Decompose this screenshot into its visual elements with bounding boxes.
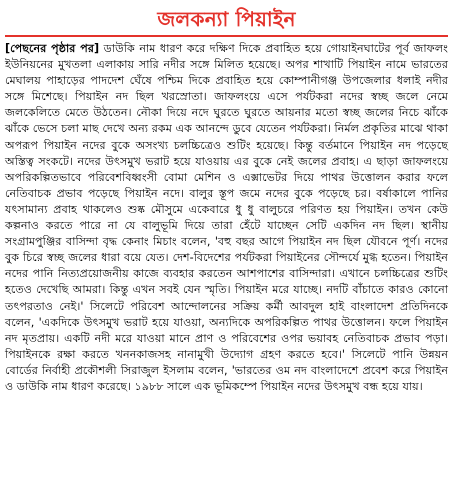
- article-body: [5, 41, 448, 395]
- article-headline: জলকন্যা পিয়াইন: [157, 7, 296, 31]
- continued-from-back-page-label: [পেছনের পৃষ্ঠার পর]: [5, 42, 100, 55]
- headline-wrapper: [5, 6, 448, 32]
- article-body-text: ডাউকি নাম ধারণ করে দক্ষিণ দিকে প্রবাহিত হয়ে গোয়াইনঘাটের পূর্ব জাফলং ইউনিয়নের মুখতলা এলাকায় সারি নদীর সঙ্গে মিলিত হয়েছে। অপর শাখাটি পিয়াইন নামে ভারতের মেঘালয় পাহাড়ের পাদদেশ ঘেঁষে পশ্চিম দিকে প্রবাহিত হয়ে কোম্পানীগঞ্জ উপজেলার ধলাই নদীর সঙ্গে মিশেছে। পিয়াইন নদ ছিল খরস্রোতা। জাফলংয়ে এসে পর্যটকরা নদের স্বচ্ছ জলে নেমে জলকেলিতে মেতে উঠতেন। নৌকা দিয়ে নদে ঘুরতে ঘুরতে আয়নার মতো স্বচ্ছ জলের নিচে ঝাঁকে ঝাঁকে ভেসে চলা মাছ দেখে অন্য রকম এক আনন্দে ডুবে যেতেন পর্যটকরা। নির্মল প্রকৃতির মাঝে থাকা অপরূপ পিয়াইন নদের বুকে অসংখ্য চলচ্চিত্রেও শুটিং হয়েছে। কিন্তু বর্তমানে পিয়াইন নদ পড়েছে অস্তিত্ব সংকটে। নদের উৎসমুখ ভরাট হয়ে যাওয়ায় এর বুকে নেই জলের প্রবাহ। এ ছাড়া জাফলংয়ে অপরিকল্পিতভাবে পরিবেশবিধ্বংসী বোমা মেশিন ও এক্সাভেটর দিয়ে পাথর উত্তোলন করার ফলে নেতিবাচক প্রভাব পড়েছে পিয়াইন নদে। বালুর স্তূপ জমে নদের বুকে পড়েছে চর। বর্ষাকালে পানির যৎসামান্য প্রবাহ থাকলেও শুষ্ক মৌসুমে একেবারে ধু ধু বালুচরে পরিণত হয় পিয়াইন। তখন কেউ কল্পনাও করতে পারে না যে বালুভূমি দিয়ে তারা হেঁটে যাচ্ছেন সেটি একদিন নদ ছিল। স্থানীয় সংগ্রামপুঞ্জির বাসিন্দা বৃদ্ধ কেনাং মিচাং বলেন, 'বহু বছর আগে পিয়াইন নদ ছিল যৌবনে পূর্ণ। নদের বুক চিরে স্বচ্ছ জলের ধারা বয়ে যেত। দেশ-বিদেশের পর্যটকরা পিয়াইনের সৌন্দর্যে মুগ্ধ হতেন। পিয়াইন নদের পানি নিত্যপ্রয়োজনীয় কাজে ব্যবহার করতেন আশপাশের বাসিন্দারা। এখানে চলচ্চিত্রের শুটিং হতেও দেখেছি আমরা। কিন্তু এখন সবই যেন স্মৃতি। পিয়াইন মরে যাচ্ছে। নদটি বাঁচাতে কারও কোনো তৎপরতাও নেই।' সিলেটে পরিবেশ আন্দোলনের সক্রিয় কর্মী আবদুল হাই বাংলাদেশ প্রতিদিনকে বলেন, 'একদিকে উৎসমুখ ভরাট হয়ে যাওয়া, অন্যদিকে অপরিকল্পিত পাথর উত্তোলন। ফলে পিয়াইন নদ মৃতপ্রায়। একটি নদী মরে যাওয়া মানে প্রাণ ও পরিবেশের ওপর ভয়াবহ নেতিবাচক প্রভাব পড়া। পিয়াইনকে রক্ষা করতে খননকাজসহ নানামুখী উদ্যোগ গ্রহণ করতে হবে।' সিলেটে পানি উন্নয়ন বোর্ডের নির্বাহী প্রকৌশলী সিরাজুল ইসলাম বলেন, 'ভারতের ওম নদ বাংলাদেশে প্রবেশ করে পিয়াইন ও ডাউকি নাম ধারণ করেছে। ১৯৮৮ সালে এক ভূমিকম্পে পিয়াইন নদের উৎসমুখ বন্ধ হয়ে যায়।: [5, 42, 448, 393]
- headline-divider: [5, 35, 448, 37]
